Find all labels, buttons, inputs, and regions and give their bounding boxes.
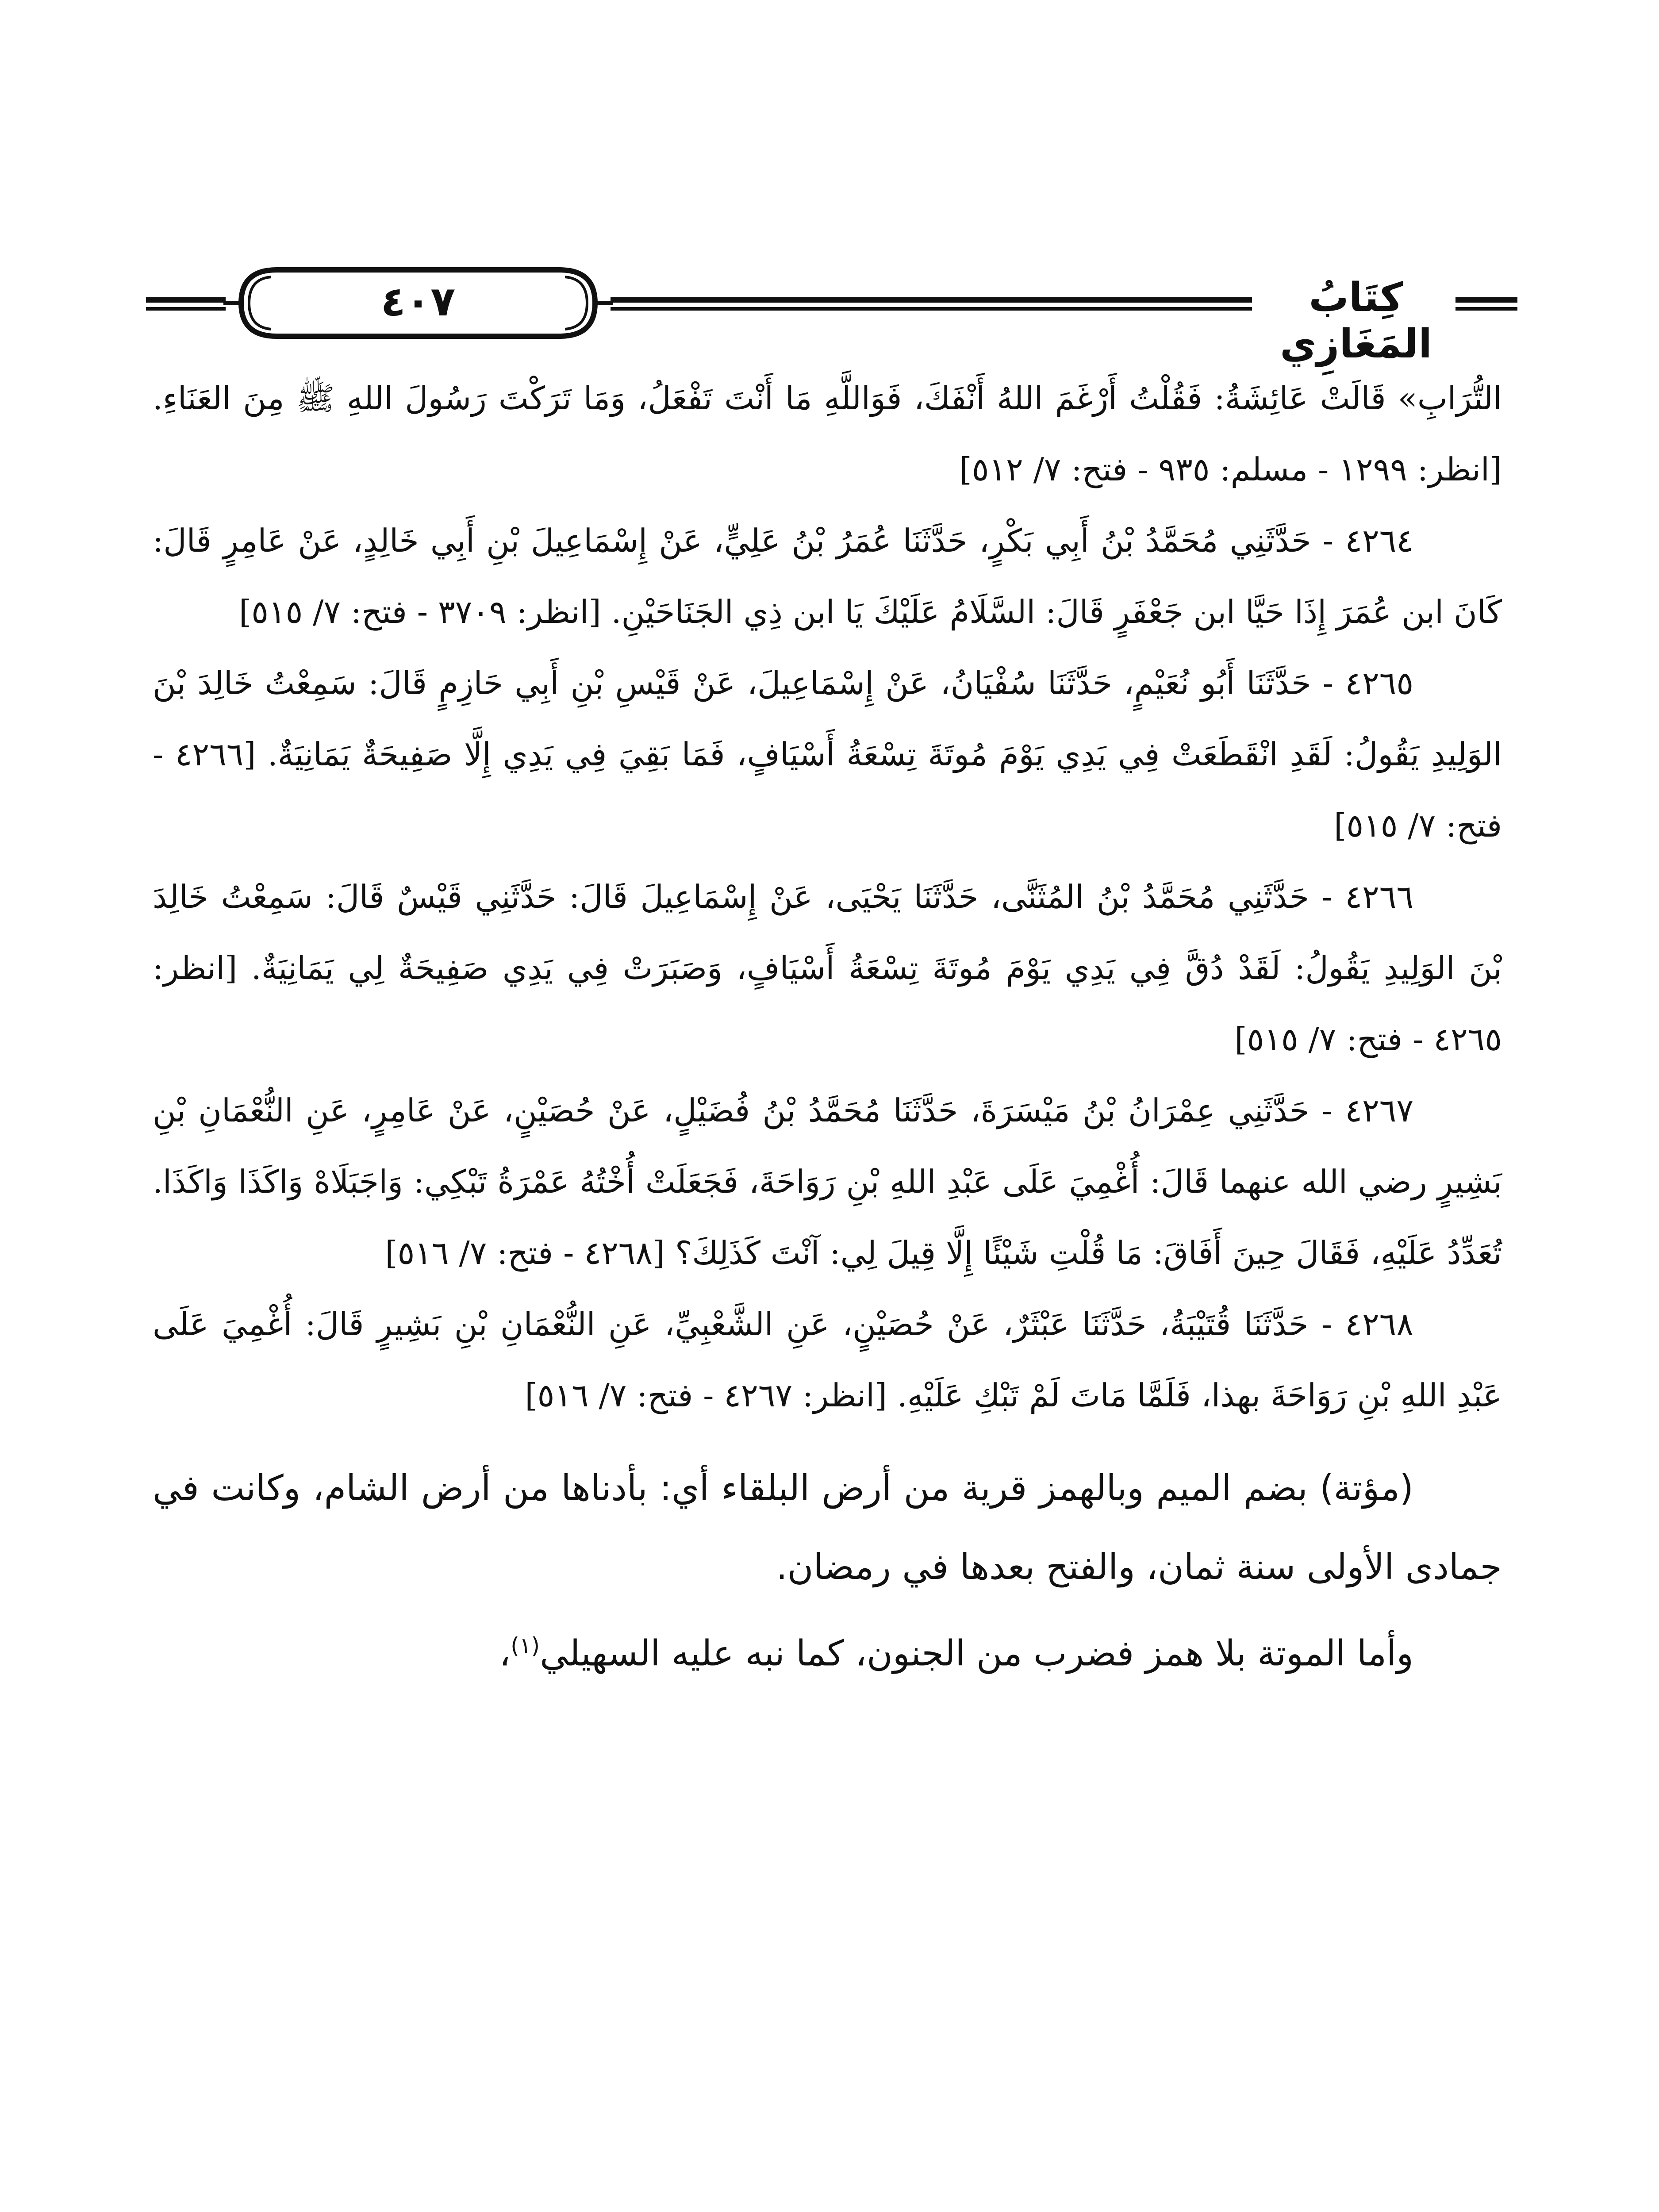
hadith-paragraph: ٤٢٦٥ - حَدَّثَنَا أَبُو نُعَيْمٍ، حَدَّثَنَا سُفْيَانُ، عَنْ إِسْمَاعِيلَ، عَنْ قَيْسِ بْنِ أَبِي حَازِمٍ قَالَ: سَمِعْتُ خَالِدَ بْنَ الوَلِيدِ يَقُولُ: لَقَدِ انْقَطَعَتْ فِي يَدِي يَوْمَ مُوتَةَ تِسْعَةُ أَسْيَافٍ، فَمَا بَقِيَ فِي يَدِي إِلَّا صَفِيحَةٌ يَمَانِيَةٌ. [٤٢٦٦ - فتح: ٧/ ٥١٥] <box>153 664 1502 844</box>
page-header <box>146 248 1517 367</box>
header-rule-middle <box>611 297 1252 311</box>
hadith-paragraph: ٤٢٦٤ - حَدَّثَنِي مُحَمَّدُ بْنُ أَبِي بَكْرٍ، حَدَّثَنَا عُمَرُ بْنُ عَلِيٍّ، عَنْ إِسْمَاعِيلَ بْنِ أَبِي خَالِدٍ، عَنْ عَامِرٍ قَالَ: كَانَ ابن عُمَرَ إِذَا حَيَّا ابن جَعْفَرٍ قَالَ: السَّلَامُ عَلَيْكَ يَا ابن ذِي الجَنَاحَيْنِ. [انظر: ٣٧٠٩ - فتح: ٧/ ٥١٥] <box>153 522 1502 630</box>
hadith-paragraph: التُّرَابِ» قَالَتْ عَائِشَةُ: فَقُلْتُ أَرْغَمَ اللهُ أَنْفَكَ، فَوَاللَّهِ مَا أَنْتَ تَفْعَلُ، وَمَا تَرَكْتَ رَسُولَ اللهِ ﷺ مِنَ العَنَاءِ. [انظر: ١٢٩٩ - مسلم: ٩٣٥ - فتح: ٧/ ٥١٢] <box>153 380 1502 488</box>
book-title: كِتَابُ المَغَازِي <box>1280 274 1432 367</box>
commentary-paragraph <box>153 1606 1502 1693</box>
main-text <box>153 363 1502 1693</box>
hadith-paragraph: ٤٢٦٨ - حَدَّثَنَا قُتَيْبَةُ، حَدَّثَنَا عَبْثَرٌ، عَنْ حُصَيْنٍ، عَنِ الشَّعْبِيِّ، عَنِ النُّعْمَانِ بْنِ بَشِيرٍ قَالَ: أُغْمِيَ عَلَى عَبْدِ اللهِ بْنِ رَوَاحَةَ بهذا، فَلَمَّا مَاتَ لَمْ تَبْكِ عَلَيْهِ. [انظر: ٤٢٦٧ - فتح: ٧/ ٥١٦] <box>153 1306 1502 1414</box>
commentary-text: وأما الموتة بلا همز فضرب من الجنون، كما نبه عليه السهيلي <box>540 1632 1413 1674</box>
hadith-paragraph: ٤٢٦٧ - حَدَّثَنِي عِمْرَانُ بْنُ مَيْسَرَةَ، حَدَّثَنَا مُحَمَّدُ بْنُ فُضَيْلٍ، عَنْ حُصَيْنٍ، عَنْ عَامِرٍ، عَنِ النُّعْمَانِ بْنِ بَشِيرٍ رضي الله عنهما قَالَ: أُغْمِيَ عَلَى عَبْدِ اللهِ بْنِ رَوَاحَةَ، فَجَعَلَتْ أُخْتُهُ عَمْرَةُ تَبْكِي: وَاجَبَلَاهْ وَاكَذَا وَاكَذَا. تُعَدِّدُ عَلَيْهِ، فَقَالَ حِينَ أَفَاقَ: مَا قُلْتِ شَيْئًا إِلَّا قِيلَ لِي: آنْتَ كَذَلِكَ؟ [٤٢٦٨ - فتح: ٧/ ٥١٦] <box>153 1092 1502 1271</box>
footnote-reference[interactable]: (١) <box>511 1633 540 1659</box>
commentary-paragraph: (مؤتة) بضم الميم وبالهمز قرية من أرض البلقاء أي: بأدناها من أرض الشام، وكانت في جمادى الأولى سنة ثمان، والفتح بعدها في رمضان. <box>153 1467 1502 1587</box>
page-number: ٤٠٧ <box>380 278 456 325</box>
commentary-punctuation: ، <box>499 1632 511 1674</box>
header-rule-right <box>1455 297 1517 311</box>
hadith-paragraph: ٤٢٦٦ - حَدَّثَنِي مُحَمَّدُ بْنُ المُثَنَّى، حَدَّثَنَا يَحْيَى، عَنْ إِسْمَاعِيلَ قَالَ: حَدَّثَنِي قَيْسٌ قَالَ: سَمِعْتُ خَالِدَ بْنَ الوَلِيدِ يَقُولُ: لَقَدْ دُقَّ فِي يَدِي يَوْمَ مُوتَةَ تِسْعَةُ أَسْيَافٍ، وَصَبَرَتْ فِي يَدِي صَفِيحَةٌ لِي يَمَانِيَةٌ. [انظر: ٤٢٦٥ - فتح: ٧/ ٥١٥] <box>153 878 1502 1058</box>
page-number-frame <box>223 261 613 345</box>
header-rule-left <box>146 297 226 311</box>
